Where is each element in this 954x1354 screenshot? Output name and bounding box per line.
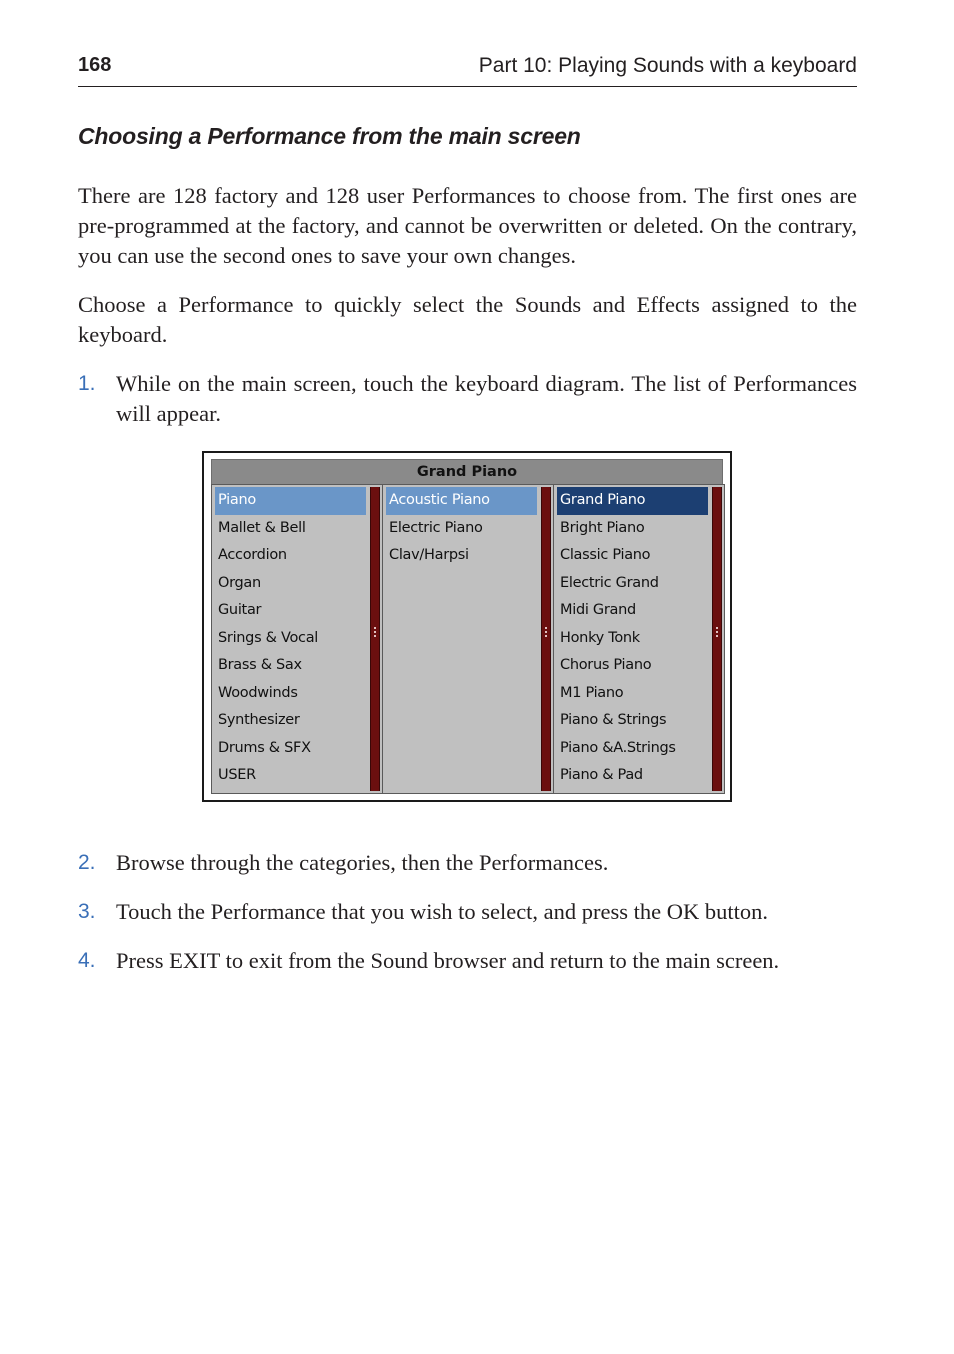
category-item[interactable]: Woodwinds	[218, 684, 298, 701]
step-number: 1.	[78, 372, 96, 395]
performance-item[interactable]: Piano & Pad	[560, 767, 643, 783]
performance-column	[553, 484, 725, 794]
category-item[interactable]: Srings & Vocal	[218, 629, 319, 646]
step-text: Browse through the categories, then the Performances.	[116, 850, 609, 875]
step-text: Touch the Performance that you wish to select, and press the OK button.	[116, 899, 769, 924]
subcategory-item[interactable]: Clav/Harpsi	[389, 547, 469, 563]
category-item[interactable]: Brass & Sax	[218, 657, 302, 673]
performance-item[interactable]: Piano &A.Strings	[560, 739, 676, 756]
category-item[interactable]: USER	[218, 767, 256, 783]
category-item[interactable]: Piano	[215, 487, 366, 515]
performance-item[interactable]: Chorus Piano	[560, 657, 652, 673]
step-3	[78, 897, 857, 927]
performance-item[interactable]: Piano & Strings	[560, 712, 667, 728]
category-item[interactable]: Accordion	[218, 547, 287, 563]
choose-paragraph: Choose a Performance to quickly select the Sounds and Effects assigned to the keyboard.	[78, 292, 857, 347]
step-4	[78, 946, 857, 976]
subcategory-scrollbar[interactable]	[541, 487, 551, 791]
performance-item[interactable]: Grand Piano	[557, 487, 708, 515]
performance-list	[557, 487, 708, 790]
category-list	[215, 487, 366, 790]
category-item[interactable]: Drums & SFX	[218, 739, 311, 756]
performance-scrollbar[interactable]	[712, 487, 722, 791]
subcategory-column	[382, 484, 554, 794]
performance-item[interactable]: Electric Grand	[560, 574, 659, 591]
performance-item[interactable]: Midi Grand	[560, 602, 636, 618]
performance-item[interactable]: Honky Tonk	[560, 629, 640, 646]
scroll-grip-icon[interactable]	[545, 627, 547, 639]
step-text: While on the main screen, touch the keyboard diagram. The list of Performances will appear.	[116, 371, 857, 426]
subcategory-item[interactable]: Acoustic Piano	[386, 487, 537, 515]
performance-item[interactable]: M1 Piano	[560, 684, 624, 701]
performance-item[interactable]: Bright Piano	[560, 519, 645, 536]
category-scrollbar[interactable]	[370, 487, 380, 791]
category-item[interactable]: Synthesizer	[218, 712, 300, 728]
page-header	[78, 52, 857, 87]
section-title: Choosing a Performance from the main screen	[78, 123, 581, 149]
step-number: 3.	[78, 900, 96, 923]
category-item[interactable]: Mallet & Bell	[218, 519, 306, 536]
subcategory-item[interactable]: Electric Piano	[389, 519, 483, 536]
category-item[interactable]: Organ	[218, 574, 261, 591]
browser-title: Grand Piano	[211, 459, 723, 485]
category-item[interactable]: Guitar	[218, 602, 262, 618]
step-1	[78, 369, 857, 429]
subcategory-list	[386, 487, 537, 570]
step-2	[78, 848, 857, 878]
scroll-grip-icon[interactable]	[716, 627, 718, 639]
performance-item[interactable]: Classic Piano	[560, 547, 651, 563]
step-number: 4.	[78, 949, 96, 972]
running-title: Part 10: Playing Sounds with a keyboard	[478, 54, 857, 77]
step-text: Press EXIT to exit from the Sound browser and return to the main screen.	[116, 948, 780, 973]
step-number: 2.	[78, 851, 96, 874]
page-number: 168	[78, 54, 112, 76]
category-column	[211, 484, 383, 794]
scroll-grip-icon[interactable]	[374, 627, 376, 639]
performance-browser	[202, 451, 732, 802]
intro-paragraph: There are 128 factory and 128 user Performances to choose from. The first ones are pre-programmed at the factory, and cannot be overwritten or deleted. On the contrary, you can use the second ones to save your own changes.	[78, 183, 857, 268]
